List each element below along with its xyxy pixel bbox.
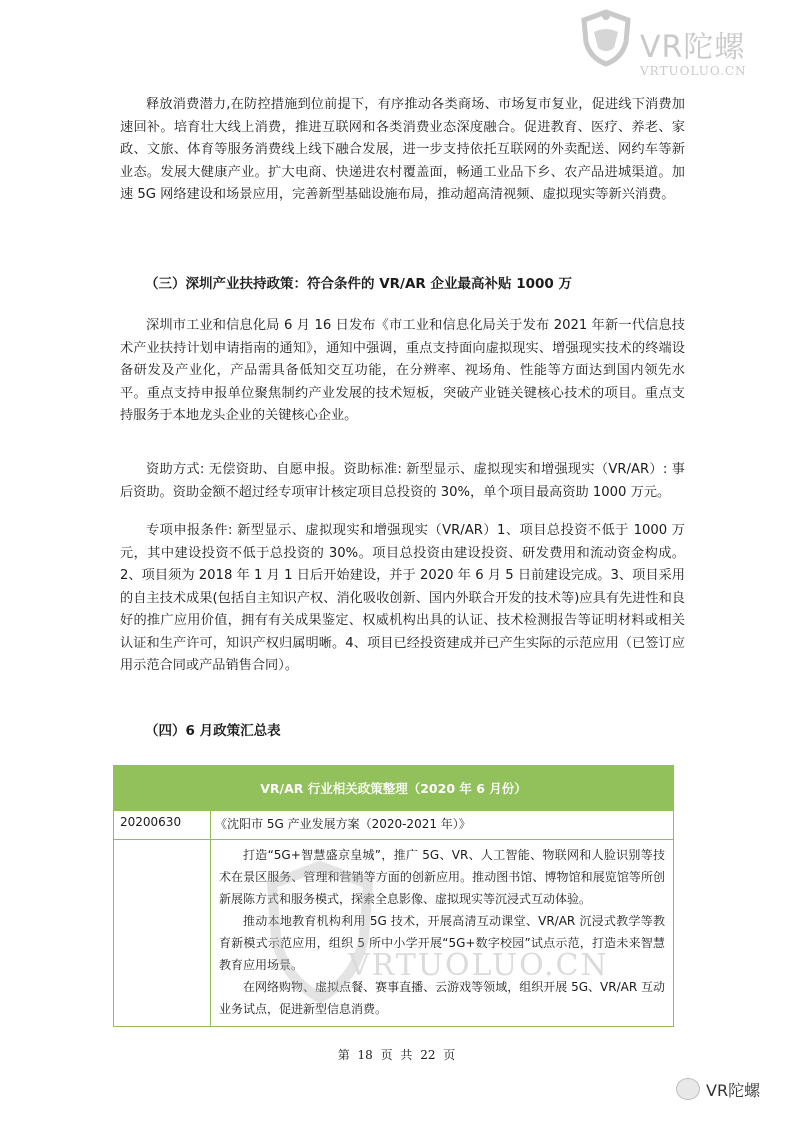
section-heading-summary: （四）6 月政策汇总表 xyxy=(145,723,281,739)
wechat-badge xyxy=(676,1076,760,1102)
policy-details xyxy=(211,840,674,1027)
empty-cell xyxy=(114,840,211,1027)
badge-label: VR陀螺 xyxy=(706,1080,761,1100)
table-header-row xyxy=(114,766,674,811)
shield-logo-icon xyxy=(578,8,634,68)
table-row xyxy=(114,811,674,840)
logo-text: VR陀螺 xyxy=(640,30,746,65)
policy-detail-item: 打造“5G+智慧盛京皇城”，推广 5G、VR、人工智能、物联网和人脸识别等技术在景区服务、管理和营销等方面的创新应用。推动图书馆、博物馆和展览馆等所创新展陈方式和服务模式，探索全息影像、虚拟现实等沉浸式互动体验。 xyxy=(219,848,665,906)
watermark-text: VRTUOLUO.CN xyxy=(348,948,609,983)
table-header: VR/AR 行业相关政策整理（2020 年 6 月份） xyxy=(114,766,674,811)
paragraph-funding-method: 资助方式: 无偿资助、自愿申报。资助标准: 新型显示、虚拟现实和增强现实（VR/AR）: 事后资助。资助金额不超过经专项审计核定项目总投资的 30%，单个项目最高资助 1000 万元。 xyxy=(120,462,685,500)
policy-date: 20200630 xyxy=(114,811,211,840)
header-logo xyxy=(578,8,778,80)
logo-subtext: VRTUOLUO.CN xyxy=(640,64,747,78)
paragraph-application-conditions: 专项申报条件: 新型显示、虚拟现实和增强现实（VR/AR）1、项目总投资不低于 1000 万元，其中建设投资不低于总投资的 30%。项目总投资由建设投资、研发费用和流动资金构成。2、项目须为 2018 年 1 月 1 日后开始建设，并于 2020 年 6 月 5 日前建设完成。3、项目采用的自主技术成果(包括自主知识产权、消化吸收创新、国内外联合开发的技术等)应具有先进性和良好的推广应用价值，拥有有关成果鉴定、权威机构出具的认证、技术检测报告等证明材料或相关认证和生产许可，知识产权归属明晰。4、项目已经投资建成并已产生实际的示范应用（已签订应用示范合同或产品销售合同）。 xyxy=(120,523,685,673)
table-row xyxy=(114,840,674,1027)
policy-detail-item: 在网络购物、虚拟点餐、赛事直播、云游戏等领域，组织开展 5G、VR/AR 互动业务试点，促进新型信息消费。 xyxy=(219,980,665,1016)
policy-detail-item: 推动本地教育机构利用 5G 技术，开展高清互动课堂、VR/AR 沉浸式教学等教育新模式示范应用，组织 5 所中小学开展“5G+数字校园”试点示范，打造未来智慧教育应用场景。 xyxy=(219,914,665,972)
policy-title: 《沈阳市 5G 产业发展方案（2020-2021 年）》 xyxy=(211,811,674,840)
paragraph-consumption: 释放消费潜力,在防控措施到位前提下，有序推动各类商场、市场复市复业，促进线下消费加速回补。培育壮大线上消费，推进互联网和各类消费业态深度融合。促进教育、医疗、养老、家政、文旅、体育等服务消费线上线下融合发展，进一步支持依托互联网的外卖配送、网约车等新业态。发展大健康产业。扩大电商、快递进农村覆盖面，畅通工业品下乡、农产品进城渠道。加速 5G 网络建设和场景应用，完善新型基础设施布局，推动超高清视频、虚拟现实等新兴消费。 xyxy=(120,97,685,202)
paragraph-shenzhen-notice: 深圳市工业和信息化局 6 月 16 日发布《市工业和信息化局关于发布 2021 年新一代信息技术产业扶持计划申请指南的通知》，通知中强调，重点支持面向虚拟现实、增强现实技术的终端设备研发及产业化，产品需具备低知交互功能，在分辨率、视场角、性能等方面达到国内领先水平。重点支持申报单位聚焦制约产业发展的技术短板，突破产业链关键核心技术的项目。重点支持服务于本地龙头企业的关键核心企业。 xyxy=(120,318,685,423)
page-number: 第 18 页 共 22 页 xyxy=(337,1048,456,1062)
wechat-icon xyxy=(676,1078,700,1100)
section-heading-shenzhen: （三）深圳产业扶持政策：符合条件的 VR/AR 企业最高补贴 1000 万 xyxy=(145,276,572,292)
policy-summary-table xyxy=(113,765,674,1027)
